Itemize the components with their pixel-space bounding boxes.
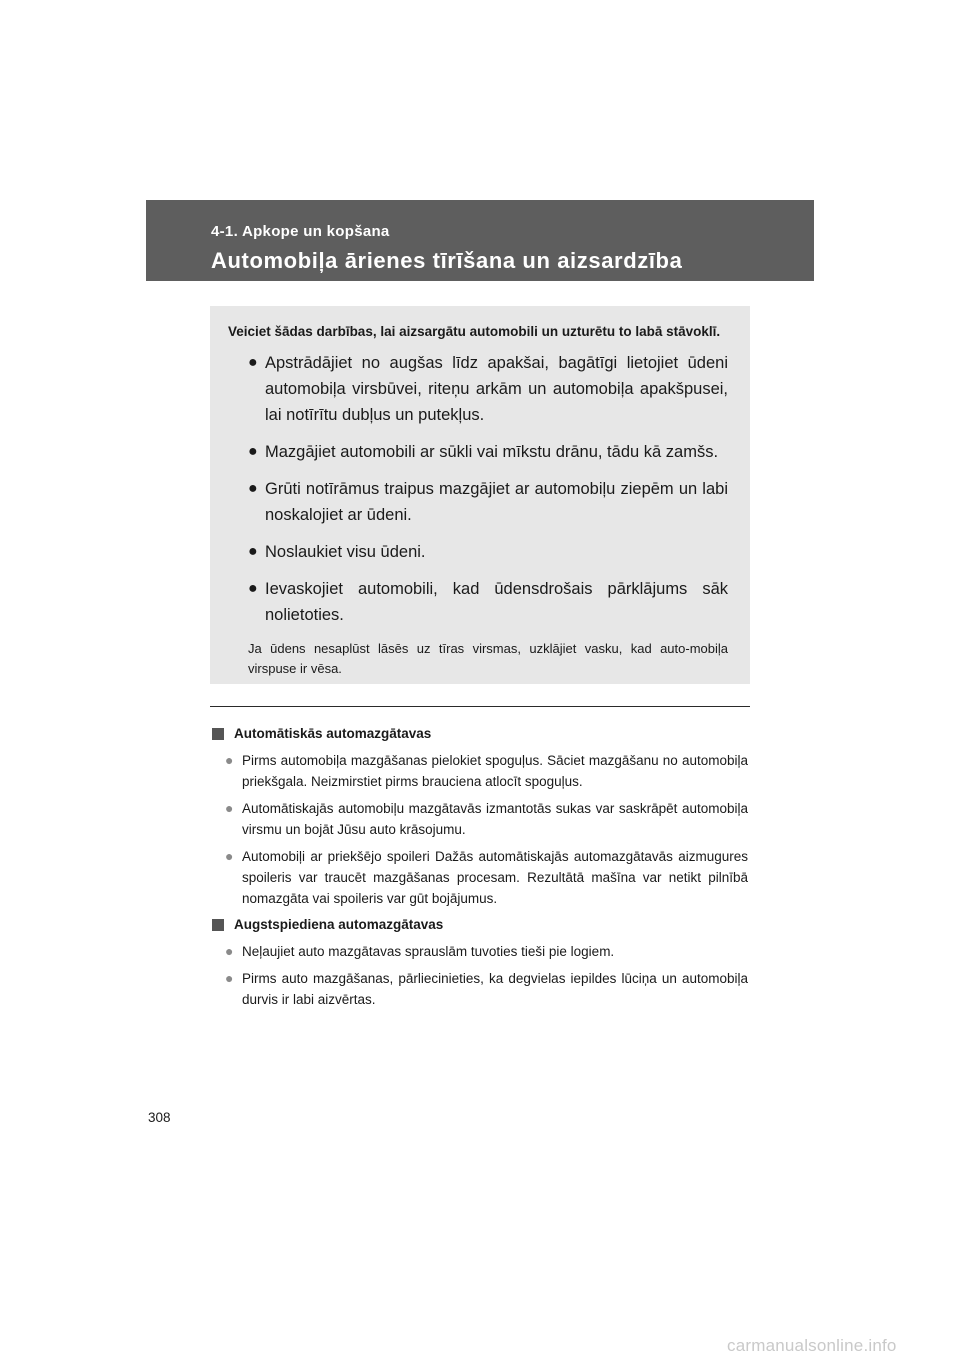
section-heading-automatic-wash — [212, 724, 748, 744]
square-marker-icon — [212, 919, 224, 931]
list-item — [212, 941, 748, 962]
section-heading-text: Augstspiediena automazgātavas — [234, 917, 444, 932]
watermark: carmanualsonline.info — [727, 1336, 897, 1355]
summary-item — [228, 576, 728, 628]
list-item-text: Automobiļi ar priekšējo spoileri Dažās automātiskajās automazgātavās aizmugures spoileris var traucēt mazgāšanas procesam. Rezultātā mašīna var netikt pilnībā nomazgāta vai spoileris var gūt bojājumus. — [242, 849, 748, 906]
bullet-icon: ● — [248, 480, 258, 497]
summary-list — [228, 350, 728, 628]
list-item-text: Neļaujiet auto mazgātavas sprauslām tuvoties tieši pie logiem. — [242, 944, 615, 959]
summary-item-text: Ievaskojiet automobili, kad ūdensdrošais pārklājums sāk nolietoties. — [265, 580, 728, 624]
bullet-icon: ● — [225, 848, 234, 864]
bullet-icon: ● — [248, 543, 258, 560]
list-item-text: Pirms automobiļa mazgāšanas pielokiet spoguļus. Sāciet mazgāšanu no automobiļa priekšgala. Neizmirstiet pirms brauciena atlocīt spoguļus. — [242, 753, 748, 789]
bullet-icon: ● — [225, 800, 234, 816]
section-heading-high-pressure-wash — [212, 915, 748, 935]
summary-item — [228, 539, 728, 565]
page-title: Automobiļa ārienes tīrīšana un aizsardzība — [211, 248, 683, 273]
wax-note: Ja ūdens nesaplūst lāsēs uz tīras virsmas, uzklājiet vasku, kad auto-mobiļa virspuse ir vēsa. — [248, 641, 728, 676]
page-number: 308 — [148, 1110, 171, 1125]
list-item — [212, 968, 748, 1010]
bullet-icon: ● — [225, 970, 234, 986]
chapter-header — [146, 200, 814, 281]
bullet-icon: ● — [248, 354, 258, 371]
summary-item — [228, 439, 728, 465]
bullet-icon: ● — [248, 443, 258, 460]
list-item-text: Pirms auto mazgāšanas, pārliecinieties, ka degvielas iepildes lūciņa un automobiļa durvis ir labi aizvērtas. — [242, 971, 748, 1007]
divider — [210, 706, 750, 707]
summary-item — [228, 350, 728, 428]
summary-item-text: Noslaukiet visu ūdeni. — [265, 543, 426, 561]
summary-item-text: Apstrādājiet no augšas līdz apakšai, bagātīgi lietojiet ūdeni automobiļa virsbūvei, riteņu arkām un automobiļa apakšpusei, lai notīrītu dubļus un putekļus. — [265, 354, 728, 424]
list-item — [212, 750, 748, 792]
list-item — [212, 798, 748, 840]
bullet-icon: ● — [225, 943, 234, 959]
list-item-text: Automātiskajās automobiļu mazgātavās izmantotās sukas var saskrāpēt automobiļa virsmu un bojāt Jūsu auto krāsojumu. — [242, 801, 748, 837]
section-heading-text: Automātiskās automazgātavas — [234, 726, 432, 741]
summary-item-text: Mazgājiet automobili ar sūkli vai mīkstu drānu, tādu kā zamšs. — [265, 443, 719, 461]
list-item — [212, 846, 748, 909]
summary-box — [210, 306, 750, 684]
bullet-icon: ● — [225, 752, 234, 768]
summary-intro: Veiciet šādas darbības, lai aizsargātu automobili un uzturētu to labā stāvoklī. — [228, 324, 721, 339]
bullet-icon: ● — [248, 580, 258, 597]
details-section — [212, 724, 748, 1016]
square-marker-icon — [212, 728, 224, 740]
summary-item — [228, 476, 728, 528]
summary-item-text: Grūti notīrāmus traipus mazgājiet ar automobiļu ziepēm un labi noskalojiet ar ūdeni. — [265, 480, 728, 524]
section-label: 4-1. Apkope un kopšana — [211, 223, 390, 240]
